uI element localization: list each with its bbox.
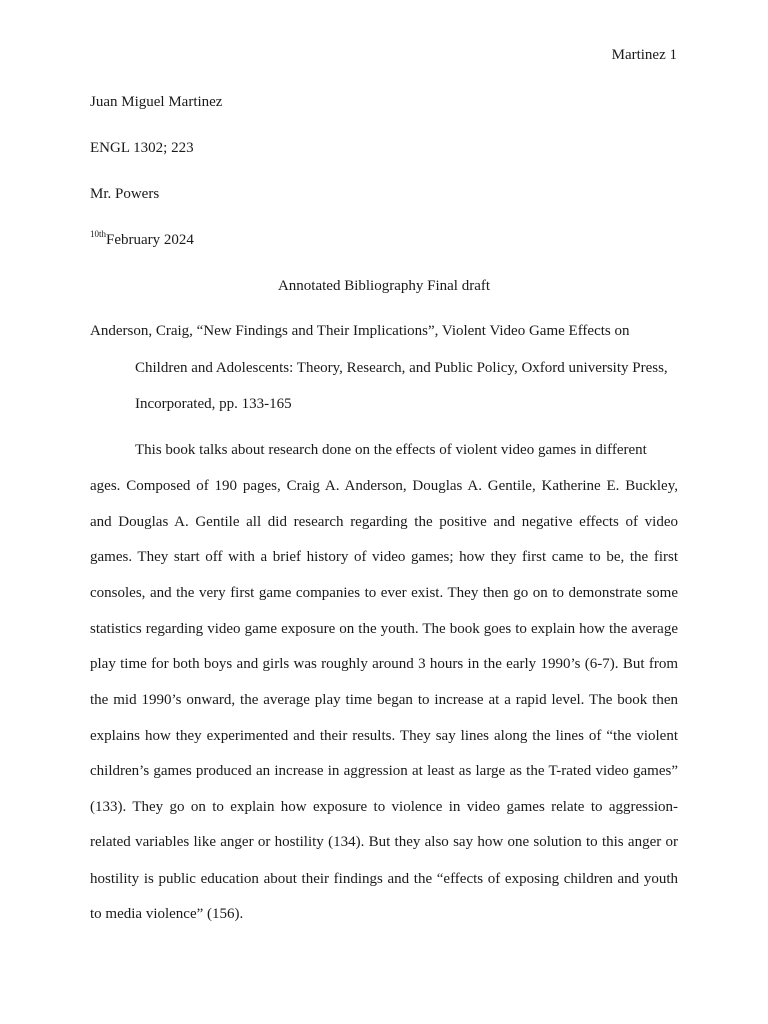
paragraph-line-3: and Douglas A. Gentile all did research regarding the positive and negative effects of video xyxy=(90,514,678,530)
paragraph-line-11: (133). They go on to explain how exposure to violence in video games relate to aggression- xyxy=(90,799,678,815)
paragraph-line-2: ages. Composed of 190 pages, Craig A. Anderson, Douglas A. Gentile, Katherine E. Buckley, xyxy=(90,478,678,494)
paragraph-line-13: hostility is public education about their findings and the “effects of exposing children and youth xyxy=(90,871,678,887)
paragraph-line-4: games. They start off with a brief history of video games; how they first came to be, the first xyxy=(90,549,678,565)
paragraph-line-10: children’s games produced an increase in aggression at least as large as the T-rated video games” xyxy=(90,763,678,779)
paragraph-line-7: play time for both boys and girls was roughly around 3 hours in the early 1990’s (6-7). But from xyxy=(90,656,678,672)
paragraph-line-12: related variables like anger or hostility (134). But they also say how one solution to this anger or xyxy=(90,834,678,850)
paragraph-line-1: This book talks about research done on the effects of violent video games in different xyxy=(135,442,647,458)
paragraph-line-5: consoles, and the very first game companies to ever exist. They then go on to demonstrate some xyxy=(90,585,678,601)
date-superscript: 10th xyxy=(90,229,107,239)
paragraph-line-14: to media violence” (156). xyxy=(90,906,244,922)
citation-line-2: Children and Adolescents: Theory, Research, and Public Policy, Oxford university Press, xyxy=(135,360,668,376)
document-title: Annotated Bibliography Final draft xyxy=(277,278,491,294)
citation-line-3: Incorporated, pp. 133-165 xyxy=(135,396,292,412)
date-text: February 2024 xyxy=(106,232,194,248)
course-info: ENGL 1302; 223 xyxy=(90,140,194,156)
citation-line-1: Anderson, Craig, “New Findings and Their Implications”, Violent Video Game Effects on xyxy=(90,323,630,339)
paragraph-line-6: statistics regarding video game exposure on the youth. The book goes to explain how the average xyxy=(90,621,678,637)
paragraph-line-9: explains how they experimented and their results. They say lines along the lines of “the violent xyxy=(90,728,678,744)
author-name: Juan Miguel Martinez xyxy=(90,94,223,110)
instructor-name: Mr. Powers xyxy=(90,186,160,202)
page-number-header: Martinez 1 xyxy=(611,47,677,63)
date-line xyxy=(90,229,194,249)
paragraph-line-8: the mid 1990’s onward, the average play time began to increase at a rapid level. The book then xyxy=(90,692,678,708)
